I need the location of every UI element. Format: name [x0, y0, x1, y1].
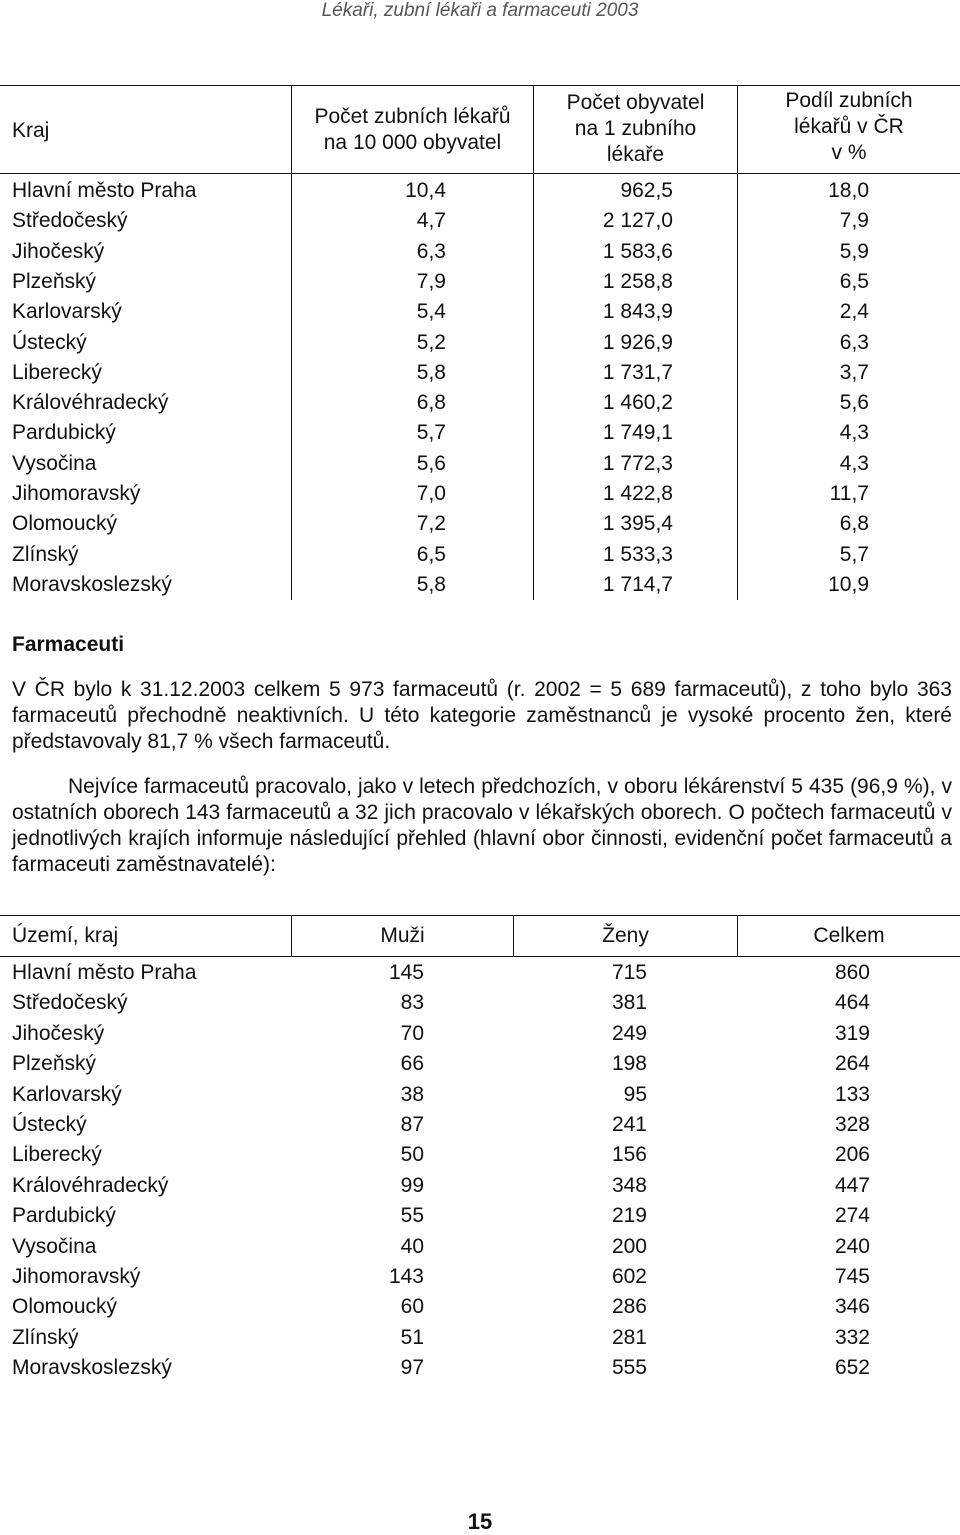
region-name-cell: Karlovarský	[12, 1082, 122, 1106]
column-header-inhabitants	[534, 90, 737, 168]
total-count-cell: 240	[834, 1234, 870, 1258]
dentist-share-cell: 11,7	[829, 482, 869, 505]
header-line: na 1 zubního	[574, 117, 697, 140]
column-header-per10k	[292, 104, 533, 156]
dentists-per-10k-cell: 6,3	[416, 239, 446, 263]
paragraph: V ČR bylo k 31.12.2003 celkem 5 973 farmaceutů (r. 2002 = 5 689 farmaceutů), z toho bylo 363 farmaceutů přechodně neaktivních. U této kategorie zaměstnanců je vysoké procento žen, které představovaly 81,7 % všech farmaceutů.	[12, 678, 952, 753]
header-line: Počet zubních lékařů	[314, 105, 511, 128]
men-count-cell: 51	[400, 1325, 424, 1349]
dentists-per-10k-cell: 6,5	[416, 542, 446, 566]
inhabitants-per-dentist-cell: 1 583,6	[602, 239, 673, 263]
table-rule	[0, 85, 960, 86]
inhabitants-per-dentist-cell: 962,5	[620, 179, 673, 202]
table-rule	[0, 956, 960, 957]
inhabitants-per-dentist-cell: 1 749,1	[602, 421, 673, 445]
running-header: Lékaři, zubní lékaři a farmaceuti 2003	[321, 0, 639, 21]
women-count-cell: 281	[611, 1325, 647, 1349]
inhabitants-per-dentist-cell: 2 127,0	[602, 209, 673, 233]
column-header-kraj: Kraj	[12, 119, 50, 142]
region-name-cell: Jihomoravský	[12, 482, 141, 505]
men-count-cell: 87	[400, 1113, 424, 1136]
men-count-cell: 38	[400, 1082, 424, 1106]
dentist-share-cell: 6,5	[839, 269, 869, 293]
dentists-per-10k-cell: 5,7	[416, 421, 446, 445]
total-count-cell: 745	[834, 1265, 870, 1288]
dentist-share-cell: 7,9	[839, 209, 869, 233]
total-count-cell: 447	[834, 1173, 870, 1197]
region-name-cell: Moravskoslezský	[12, 1356, 172, 1380]
region-name-cell: Ústecký	[12, 1113, 87, 1136]
section-title: Farmaceuti	[12, 633, 125, 656]
region-name-cell: Vysočina	[12, 1234, 97, 1258]
women-count-cell: 286	[611, 1295, 647, 1319]
dentists-per-10k-cell: 5,4	[416, 300, 446, 324]
inhabitants-per-dentist-cell: 1 926,9	[602, 330, 673, 354]
women-count-cell: 198	[611, 1052, 647, 1076]
dentists-per-10k-cell: 7,0	[416, 482, 446, 505]
column-header-men: Muži	[380, 924, 425, 947]
dentist-share-cell: 5,6	[839, 391, 869, 415]
region-name-cell: Plzeňský	[12, 269, 97, 293]
inhabitants-per-dentist-cell: 1 460,2	[602, 391, 673, 415]
region-name-cell: Karlovarský	[12, 300, 122, 324]
region-name-cell: Olomoucký	[12, 1295, 118, 1319]
column-divider	[291, 85, 292, 600]
region-name-cell: Pardubický	[12, 421, 116, 445]
men-count-cell: 143	[388, 1265, 424, 1288]
column-header-region: Území, kraj	[12, 924, 119, 947]
header-line: na 10 000 obyvatel	[323, 131, 502, 154]
table-rule	[0, 173, 960, 174]
women-count-cell: 241	[611, 1113, 647, 1136]
dentist-share-cell: 4,3	[839, 421, 869, 445]
region-name-cell: Moravskoslezský	[12, 572, 172, 596]
dentist-share-cell: 3,7	[839, 360, 869, 384]
dentist-share-cell: 18,0	[828, 179, 869, 202]
dentist-share-cell: 6,3	[839, 330, 869, 354]
region-name-cell: Pardubický	[12, 1204, 116, 1228]
dentist-share-cell: 5,7	[839, 542, 869, 566]
men-count-cell: 145	[388, 961, 424, 984]
region-name-cell: Středočeský	[12, 209, 128, 233]
region-name-cell: Liberecký	[12, 360, 102, 384]
dentists-per-10k-cell: 5,6	[416, 451, 446, 475]
women-count-cell: 602	[611, 1265, 647, 1288]
region-name-cell: Hlavní město Praha	[12, 961, 197, 984]
men-count-cell: 70	[400, 1021, 424, 1045]
header-line: v %	[831, 141, 867, 164]
dentists-per-10k-cell: 7,9	[416, 269, 446, 293]
total-count-cell: 332	[834, 1325, 870, 1349]
dentist-share-cell: 4,3	[839, 451, 869, 475]
women-count-cell: 156	[611, 1143, 647, 1167]
dentists-per-10k-cell: 5,8	[416, 360, 446, 384]
men-count-cell: 99	[400, 1173, 424, 1197]
men-count-cell: 50	[400, 1143, 424, 1167]
region-name-cell: Zlínský	[12, 542, 79, 566]
table-rule	[0, 915, 960, 916]
header-line: lékařů v ČR	[794, 115, 904, 138]
women-count-cell: 381	[611, 991, 647, 1015]
dentists-per-10k-cell: 7,2	[416, 512, 446, 536]
region-name-cell: Hlavní město Praha	[12, 179, 197, 202]
total-count-cell: 133	[834, 1082, 870, 1106]
women-count-cell: 200	[611, 1234, 647, 1258]
men-count-cell: 66	[400, 1052, 424, 1076]
women-count-cell: 95	[623, 1082, 647, 1106]
dentist-share-cell: 10,9	[828, 572, 869, 596]
region-name-cell: Jihomoravský	[12, 1265, 141, 1288]
dentist-share-cell: 5,9	[839, 239, 869, 263]
men-count-cell: 97	[400, 1356, 424, 1380]
region-name-cell: Vysočina	[12, 451, 97, 475]
dentists-per-10k-cell: 5,2	[416, 330, 446, 354]
region-name-cell: Jihočeský	[12, 1021, 105, 1045]
inhabitants-per-dentist-cell: 1 533,3	[602, 542, 673, 566]
dentist-share-cell: 2,4	[839, 300, 869, 324]
dentists-per-10k-cell: 10,4	[405, 179, 446, 202]
men-count-cell: 40	[400, 1234, 424, 1258]
total-count-cell: 346	[834, 1295, 870, 1319]
page-number: 15	[467, 1509, 493, 1534]
women-count-cell: 715	[611, 961, 647, 984]
dentists-per-10k-cell: 4,7	[416, 209, 446, 233]
total-count-cell: 652	[834, 1356, 870, 1380]
paragraph: Nejvíce farmaceutů pracovalo, jako v letech předchozích, v oboru lékárenství 5 435 (96,9 %), v ostatních oborech 143 farmaceutů a 32 jich pracovalo v lékařských oborech. O počtech farmaceutů v jednotlivých krajích informuje následující přehled (hlavní obor činnosti, evidenční počet farmaceutů a farmaceuti zaměstnavatelé):	[12, 775, 952, 876]
inhabitants-per-dentist-cell: 1 395,4	[602, 512, 673, 536]
region-name-cell: Liberecký	[12, 1143, 102, 1167]
region-name-cell: Plzeňský	[12, 1052, 97, 1076]
total-count-cell: 206	[834, 1143, 870, 1167]
dentists-per-10k-cell: 5,8	[416, 572, 446, 596]
inhabitants-per-dentist-cell: 1 714,7	[602, 572, 673, 596]
women-count-cell: 348	[611, 1173, 647, 1197]
inhabitants-per-dentist-cell: 1 258,8	[602, 269, 673, 293]
header-line: Počet obyvatel	[566, 91, 705, 114]
column-header-total: Celkem	[813, 924, 885, 947]
inhabitants-per-dentist-cell: 1 772,3	[602, 451, 673, 475]
men-count-cell: 55	[400, 1204, 424, 1228]
header-line: Podíl zubních	[785, 89, 913, 112]
region-name-cell: Jihočeský	[12, 239, 105, 263]
men-count-cell: 83	[400, 991, 424, 1015]
dentists-per-10k-cell: 6,8	[416, 391, 446, 415]
region-name-cell: Zlínský	[12, 1325, 79, 1349]
total-count-cell: 319	[834, 1021, 870, 1045]
total-count-cell: 464	[834, 991, 870, 1015]
total-count-cell: 264	[834, 1052, 870, 1076]
inhabitants-per-dentist-cell: 1 731,7	[602, 360, 673, 384]
column-header-share	[738, 88, 960, 166]
column-header-women: Ženy	[602, 924, 649, 947]
total-count-cell: 860	[834, 961, 870, 984]
men-count-cell: 60	[400, 1295, 424, 1319]
region-name-cell: Olomoucký	[12, 512, 118, 536]
region-name-cell: Královéhradecký	[12, 391, 169, 415]
women-count-cell: 219	[611, 1204, 647, 1228]
women-count-cell: 555	[611, 1356, 647, 1380]
region-name-cell: Královéhradecký	[12, 1173, 169, 1197]
inhabitants-per-dentist-cell: 1 843,9	[602, 300, 673, 324]
inhabitants-per-dentist-cell: 1 422,8	[602, 482, 673, 505]
total-count-cell: 328	[834, 1113, 870, 1136]
region-name-cell: Ústecký	[12, 330, 87, 354]
women-count-cell: 249	[611, 1021, 647, 1045]
region-name-cell: Středočeský	[12, 991, 128, 1015]
dentist-share-cell: 6,8	[839, 512, 869, 536]
header-line: lékaře	[606, 143, 665, 166]
total-count-cell: 274	[834, 1204, 870, 1228]
